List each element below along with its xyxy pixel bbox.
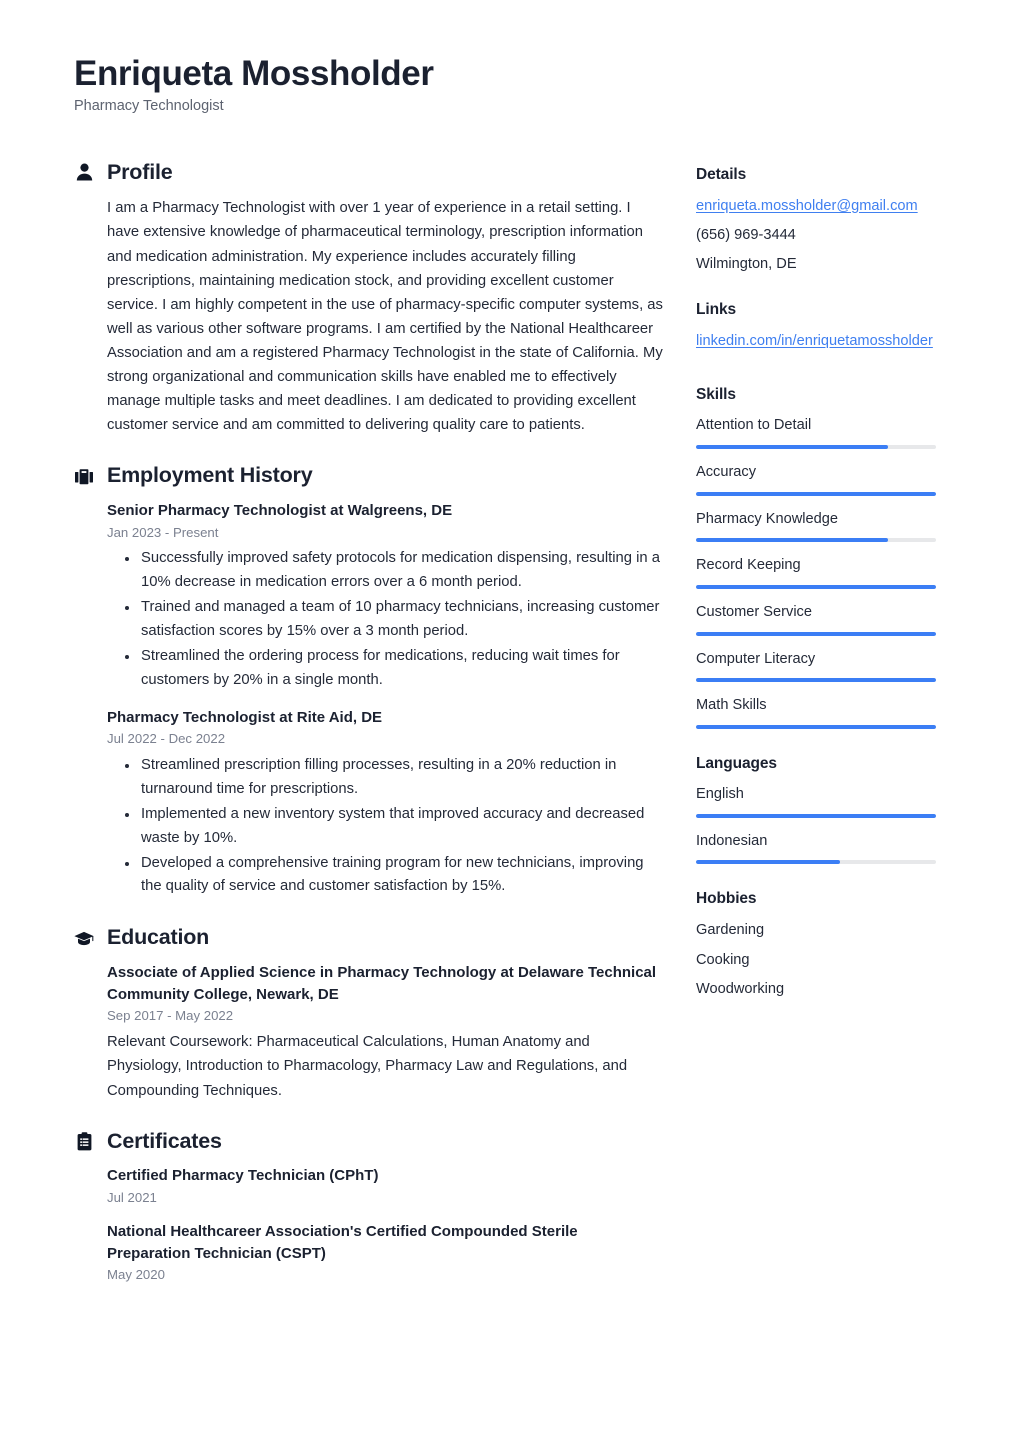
employment-entry-title: Pharmacy Technologist at Rite Aid, DE [107,708,383,726]
section-employment-header [74,463,664,489]
candidate-name: Enriqueta Mossholder [74,54,434,93]
certificate-entry-title: Certified Pharmacy Technician (CPhT) [107,1167,379,1185]
education-entry-title: Associate of Applied Science in Pharmacy Technology at Delaware Technical Community College, Newark, DE [107,964,657,1003]
sidebar-links [696,301,996,360]
certificate-icon [74,1131,94,1153]
skill-item [696,556,996,589]
section-certificates-title: Certificates [107,1128,222,1153]
skill-item [696,463,996,496]
skill-level-track [696,538,936,542]
section-profile [74,160,664,438]
sidebar-skills-title: Skills [696,386,736,404]
skill-level-track [696,632,936,636]
hobby-item: Gardening [696,922,765,939]
skill-level-track [696,492,936,496]
bullet-item: Implemented a new inventory system that improved accuracy and decreased waste by 10%. [141,803,664,851]
section-certificates-header [74,1129,664,1155]
education-entry-date: Sep 2017 - May 2022 [107,1007,234,1023]
language-level-fill [696,814,936,818]
sidebar-hobbies-title: Hobbies [696,890,757,908]
sidebar-links-title: Links [696,301,736,319]
employment-entry-date: Jan 2023 - Present [107,524,219,540]
employment-entry [107,707,664,900]
candidate-job-title: Pharmacy Technologist [74,98,224,115]
bullet-item: Successfully improved safety protocols for medication dispensing, resulting in a 10% decrease in medication errors over a 6 month period. [141,547,664,595]
resume-header [74,54,964,116]
skill-level-fill [696,445,888,449]
profile-text: I am a Pharmacy Technologist with over 1 year of experience in a retail setting. I have extensive knowledge of pharmaceutical terminology, prescription information and medication administration. My experience includes accurately filling prescriptions, maintaining medication stock, and providing excellent customer service. I am highly competent in the use of pharmacy-specific computer systems, as well as various other software programs. I am certified by the National Healthcareer Association and am a registered Pharmacy Technologist in the state of California. My strong organizational and communication skills have enabled me to effectively manage multiple tasks and meet deadlines. I am dedicated to providing excellent customer service and am committed to delivering quality care to patients. [107,200,663,434]
section-certificates [74,1129,664,1285]
linkedin-link[interactable]: linkedin.com/in/enriquetamossholder [696,333,933,350]
skill-label: Computer Literacy [696,650,816,667]
skill-level-fill [696,585,936,589]
employment-entry-bullets [107,754,664,900]
bullet-item: Streamlined prescription filling processes, resulting in a 20% reduction in turnaround time for prescriptions. [141,754,664,802]
skill-level-fill [696,678,936,682]
briefcase-icon [74,465,94,487]
skill-label: Pharmacy Knowledge [696,510,838,527]
language-label: Indonesian [696,832,768,849]
section-profile-body [74,196,664,437]
section-education-header [74,925,664,951]
certificate-entry-date: Jul 2021 [107,1189,157,1205]
education-entry [107,962,664,1102]
skill-item [696,696,996,729]
skill-level-track [696,585,936,589]
certificate-entry-date: May 2020 [107,1266,165,1282]
bullet-item: Trained and managed a team of 10 pharmacy technicians, increasing customer satisfaction scores by 15% over a 3 month period. [141,596,664,644]
language-label: English [696,786,744,803]
language-level-fill [696,860,840,864]
main-column [74,160,664,1311]
language-item [696,785,996,818]
section-employment [74,463,664,899]
employment-entry-bullets [107,547,664,693]
skill-label: Accuracy [696,463,757,480]
education-entry-description: Relevant Coursework: Pharmaceutical Calculations, Human Anatomy and Physiology, Introduction to Pharmacology, Pharmacy Law and Regulations, and Compounding Techniques. [107,1034,628,1099]
section-education-title: Education [107,925,210,950]
skill-level-track [696,445,936,449]
skill-level-fill [696,632,936,636]
bullet-item: Streamlined the ordering process for medications, reducing wait times for customers by 20% in a single month. [141,645,664,693]
section-certificates-body [74,1165,664,1284]
employment-entry-date: Jul 2022 - Dec 2022 [107,731,226,747]
skill-label: Record Keeping [696,557,801,574]
graduation-cap-icon [74,927,94,949]
language-item [696,832,996,865]
hobby-item: Cooking [696,951,750,968]
language-level-track [696,814,936,818]
location: Wilmington, DE [696,255,797,272]
sidebar-languages [696,755,996,864]
skill-item [696,603,996,636]
skill-label: Customer Service [696,603,812,620]
employment-entry [107,500,664,693]
certificate-entry [107,1165,664,1207]
sidebar-hobbies [696,890,996,999]
skill-item [696,510,996,543]
section-employment-title: Employment History [107,463,313,488]
email-link[interactable]: enriqueta.mossholder@gmail.com [696,197,918,214]
skill-label: Attention to Detail [696,417,812,434]
resume-columns [74,160,964,1311]
section-profile-header [74,160,664,186]
employment-entry-title: Senior Pharmacy Technologist at Walgreens, DE [107,502,453,520]
section-education [74,925,664,1102]
sidebar-column [696,160,996,1026]
sidebar-skills [696,386,996,729]
sidebar-details-title: Details [696,165,747,183]
skill-level-track [696,678,936,682]
section-employment-body [74,500,664,899]
section-profile-title: Profile [107,159,173,184]
language-level-track [696,860,936,864]
skill-item [696,416,996,449]
sidebar-languages-title: Languages [696,755,777,773]
certificate-entry-title: National Healthcareer Association's Certified Compounded Sterile Preparation Technician (CSPT) [107,1223,578,1262]
section-education-body [74,962,664,1102]
sidebar-details [696,166,996,275]
hobby-item: Woodworking [696,980,785,997]
certificate-entry [107,1221,664,1284]
skill-level-fill [696,538,888,542]
person-icon [74,161,94,183]
skill-level-fill [696,492,936,496]
skill-level-track [696,725,936,729]
phone-number: (656) 969-3444 [696,226,796,243]
skill-label: Math Skills [696,697,767,714]
skill-item [696,650,996,683]
skill-level-fill [696,725,936,729]
bullet-item: Developed a comprehensive training program for new technicians, improving the quality of service and customer satisfaction by 15%. [141,852,664,900]
